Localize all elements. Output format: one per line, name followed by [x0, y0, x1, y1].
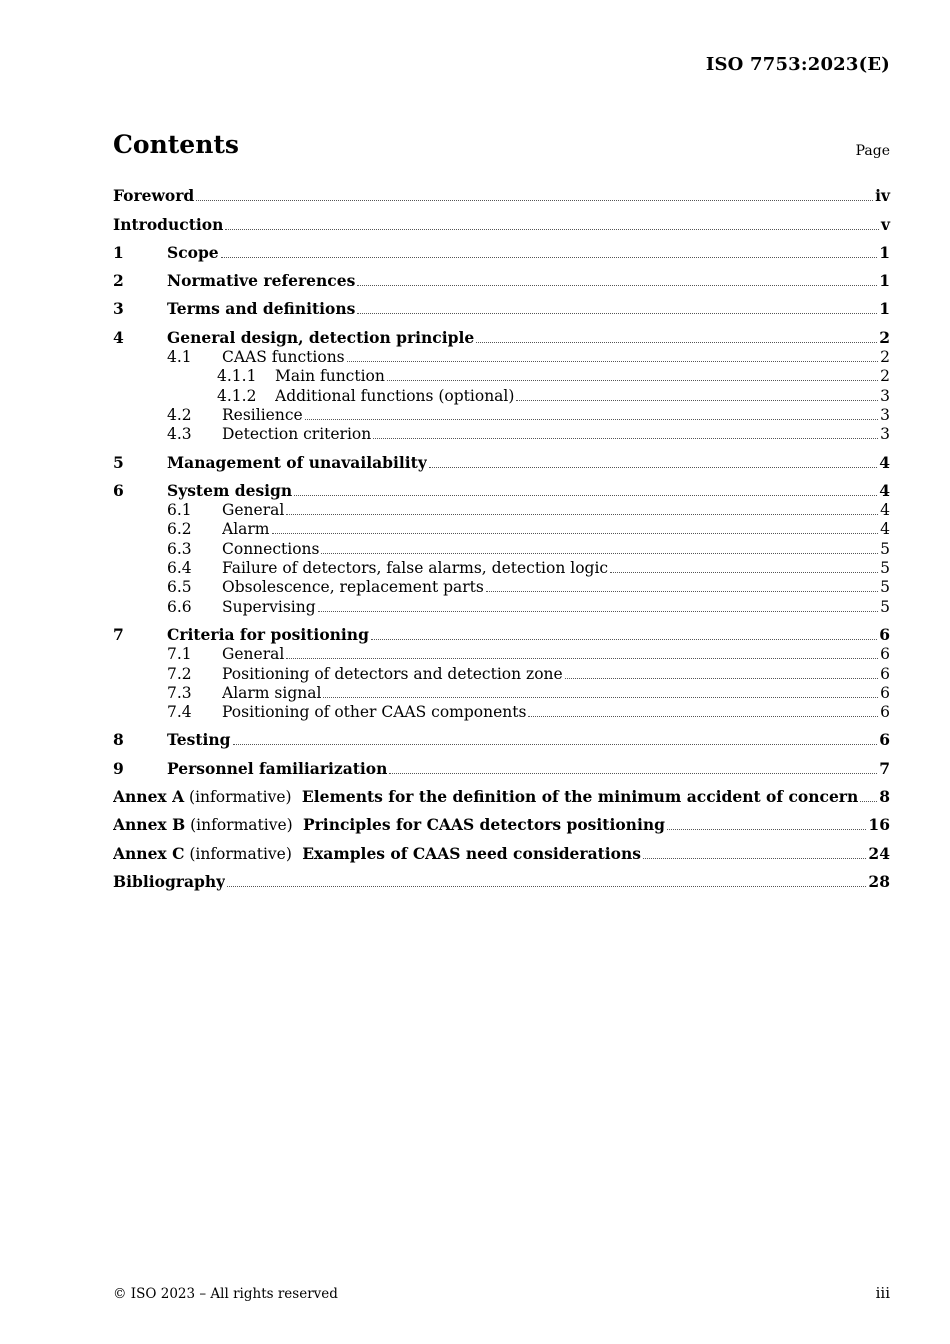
toc-entry[interactable]: [113, 366, 890, 385]
dot-leader: [305, 418, 878, 420]
toc-entry-number: 7.4: [167, 703, 192, 722]
annex-label: Annex B: [113, 815, 186, 835]
toc-entry-page: 1: [879, 271, 890, 291]
toc-entry-title: Bibliography: [113, 871, 226, 891]
toc-entry-title: Foreword: [113, 186, 195, 206]
annex-title: Examples of CAAS need considerations: [296, 843, 641, 863]
toc-entry-page: 6: [879, 624, 890, 644]
toc-entry-number: 7.3: [167, 683, 192, 702]
table-of-contents: [113, 186, 890, 891]
toc-entry[interactable]: [113, 843, 890, 862]
toc-entry-number: 4.2: [167, 405, 192, 424]
toc-entry-title: Positioning of other CAAS components: [222, 703, 527, 722]
toc-entry-title: Failure of detectors, false alarms, detection logic: [222, 559, 609, 578]
toc-entry-title: Positioning of detectors and detection zone: [222, 664, 563, 683]
toc-entry-number: 4.1: [167, 348, 192, 367]
dot-leader: [225, 228, 879, 230]
toc-entry-number: 4.1.2: [217, 386, 257, 405]
dot-leader: [486, 590, 878, 592]
toc-entry[interactable]: [113, 385, 890, 404]
toc-entry[interactable]: [113, 872, 890, 891]
toc-entry[interactable]: [113, 787, 890, 806]
toc-entry-title: Main function: [275, 367, 385, 386]
toc-entry-number: 6.2: [167, 520, 192, 539]
toc-entry[interactable]: [113, 299, 890, 318]
toc-entry[interactable]: [113, 730, 890, 749]
toc-entry-number: 7.2: [167, 664, 192, 683]
toc-entry-number: 9: [113, 758, 124, 778]
annex-label: Annex A: [113, 787, 185, 807]
toc-entry[interactable]: [113, 500, 890, 519]
toc-entry-page: 8: [879, 787, 890, 807]
dot-leader: [294, 494, 877, 496]
toc-entry[interactable]: [113, 271, 890, 290]
toc-entry[interactable]: [113, 577, 890, 596]
toc-entry-page: v: [880, 214, 890, 234]
dot-leader: [286, 657, 878, 659]
dot-leader: [357, 312, 877, 314]
toc-entry[interactable]: [113, 644, 890, 663]
toc-entry-number: 6.6: [167, 597, 192, 616]
page-number: iii: [875, 1284, 890, 1302]
toc-entry-title: [113, 844, 641, 863]
toc-entry[interactable]: [113, 683, 890, 702]
toc-entry-page: 28: [868, 871, 890, 891]
toc-entry[interactable]: [113, 405, 890, 424]
toc-entry-number: 8: [113, 730, 124, 750]
toc-entry-title: [113, 787, 858, 806]
toc-entry[interactable]: [113, 815, 890, 834]
toc-entry[interactable]: [113, 519, 890, 538]
dot-leader: [272, 532, 879, 534]
toc-entry-title: Normative references: [167, 271, 356, 291]
toc-entry[interactable]: [113, 758, 890, 777]
toc-entry-page: 2: [880, 367, 890, 386]
toc-entry-page: 7: [879, 758, 890, 778]
toc-entry-title: Introduction: [113, 214, 224, 234]
dot-leader: [347, 360, 878, 362]
dot-leader: [389, 772, 877, 774]
toc-entry-title: Additional functions (optional): [275, 386, 515, 405]
toc-entry[interactable]: [113, 452, 890, 471]
toc-entry-page: 4: [879, 480, 890, 500]
toc-entry-page: 6: [880, 664, 890, 683]
toc-entry-page: 2: [879, 327, 890, 347]
toc-entry-title: Management of unavailability: [167, 452, 427, 472]
toc-entry[interactable]: [113, 558, 890, 577]
dot-leader: [371, 638, 877, 640]
dot-leader: [667, 828, 866, 830]
toc-entry-number: 4.3: [167, 425, 192, 444]
toc-entry-page: 3: [880, 405, 890, 424]
toc-entry-page: 3: [880, 386, 890, 405]
toc-entry[interactable]: [113, 663, 890, 682]
toc-entry-page: 5: [880, 559, 890, 578]
toc-entry-number: 6.1: [167, 501, 192, 520]
copyright-notice: © ISO 2023 – All rights reserved: [113, 1286, 338, 1302]
dot-leader: [860, 800, 877, 802]
annex-title: Elements for the definition of the minimum accident of concern: [296, 787, 859, 807]
toc-entry-page: 3: [880, 425, 890, 444]
toc-entry-page: 16: [868, 815, 890, 835]
toc-entry-title: Criteria for positioning: [167, 624, 369, 644]
dot-leader: [528, 715, 878, 717]
toc-entry-number: 4.1.1: [217, 367, 257, 386]
page-column-label: Page: [855, 143, 890, 159]
toc-entry-page: 5: [880, 597, 890, 616]
dot-leader: [286, 513, 878, 515]
dot-leader: [429, 466, 877, 468]
toc-entry-title: Alarm signal: [222, 683, 322, 702]
toc-entry-title: Scope: [167, 242, 219, 262]
toc-entry-title: CAAS functions: [222, 348, 345, 367]
toc-entry-page: 6: [880, 645, 890, 664]
toc-entry[interactable]: [113, 424, 890, 443]
toc-entry-page: 24: [868, 843, 890, 863]
toc-entry-number: 7.1: [167, 645, 192, 664]
toc-entry-page: 5: [880, 578, 890, 597]
dot-leader: [357, 284, 877, 286]
toc-entry-title: Personnel familiarization: [167, 758, 388, 778]
dot-leader: [516, 399, 878, 401]
dot-leader: [321, 552, 878, 554]
contents-heading: Contents: [113, 130, 240, 159]
dot-leader: [565, 677, 878, 679]
toc-entry-number: 1: [113, 242, 124, 262]
toc-entry-number: 4: [113, 327, 124, 347]
dot-leader: [196, 199, 873, 201]
toc-entry[interactable]: [113, 347, 890, 366]
toc-entry-title: Detection criterion: [222, 425, 372, 444]
toc-entry[interactable]: [113, 625, 890, 644]
toc-entry-number: 5: [113, 452, 124, 472]
toc-entry-number: 6: [113, 480, 124, 500]
toc-entry-page: iv: [875, 186, 890, 206]
annex-type: (informative): [185, 816, 298, 835]
toc-entry[interactable]: [113, 538, 890, 557]
toc-entry-title: System design: [167, 480, 293, 500]
toc-entry[interactable]: [113, 186, 890, 205]
toc-entry-title: Connections: [222, 539, 320, 558]
toc-entry-page: 6: [880, 703, 890, 722]
dot-leader: [233, 743, 878, 745]
dot-leader: [323, 696, 878, 698]
dot-leader: [227, 885, 866, 887]
toc-entry-page: 5: [880, 539, 890, 558]
annex-type: (informative): [184, 844, 297, 863]
toc-entry-page: 4: [880, 501, 890, 520]
annex-label: Annex C: [113, 843, 185, 863]
toc-entry-title: Testing: [167, 730, 231, 750]
toc-entry-number: 6.4: [167, 559, 192, 578]
toc-entry-page: 6: [879, 730, 890, 750]
toc-entry-title: General: [222, 501, 285, 520]
toc-entry-page: 1: [879, 242, 890, 262]
toc-entry[interactable]: [113, 243, 890, 262]
toc-entry-title: [113, 815, 665, 834]
dot-leader: [643, 857, 866, 859]
toc-entry-title: Terms and definitions: [167, 299, 356, 319]
toc-entry-number: 7: [113, 624, 124, 644]
annex-type: (informative): [184, 788, 297, 807]
toc-entry[interactable]: [113, 702, 890, 721]
toc-entry-page: 6: [880, 683, 890, 702]
annex-title: Principles for CAAS detectors positioning: [297, 815, 665, 835]
standard-identifier: ISO 7753:2023(E): [705, 54, 890, 75]
toc-entry-page: 4: [879, 452, 890, 472]
toc-entry-number: 2: [113, 271, 124, 291]
toc-entry-page: 2: [880, 348, 890, 367]
toc-entry-title: General: [222, 645, 285, 664]
toc-entry-title: General design, detection principle: [167, 327, 475, 347]
toc-entry[interactable]: [113, 596, 890, 615]
dot-leader: [221, 256, 878, 258]
toc-entry-title: Obsolescence, replacement parts: [222, 578, 484, 597]
toc-entry[interactable]: [113, 481, 890, 500]
dot-leader: [476, 341, 877, 343]
toc-entry-page: 1: [879, 299, 890, 319]
toc-entry-title: Resilience: [222, 405, 303, 424]
dot-leader: [373, 437, 878, 439]
toc-entry-title: Alarm: [222, 520, 270, 539]
toc-entry-page: 4: [880, 520, 890, 539]
toc-entry-number: 6.5: [167, 578, 192, 597]
toc-entry[interactable]: [113, 327, 890, 346]
dot-leader: [387, 379, 878, 381]
toc-entry-number: 3: [113, 299, 124, 319]
toc-entry[interactable]: [113, 214, 890, 233]
dot-leader: [610, 571, 878, 573]
toc-entry-title: Supervising: [222, 597, 316, 616]
dot-leader: [318, 610, 878, 612]
toc-entry-number: 6.3: [167, 539, 192, 558]
